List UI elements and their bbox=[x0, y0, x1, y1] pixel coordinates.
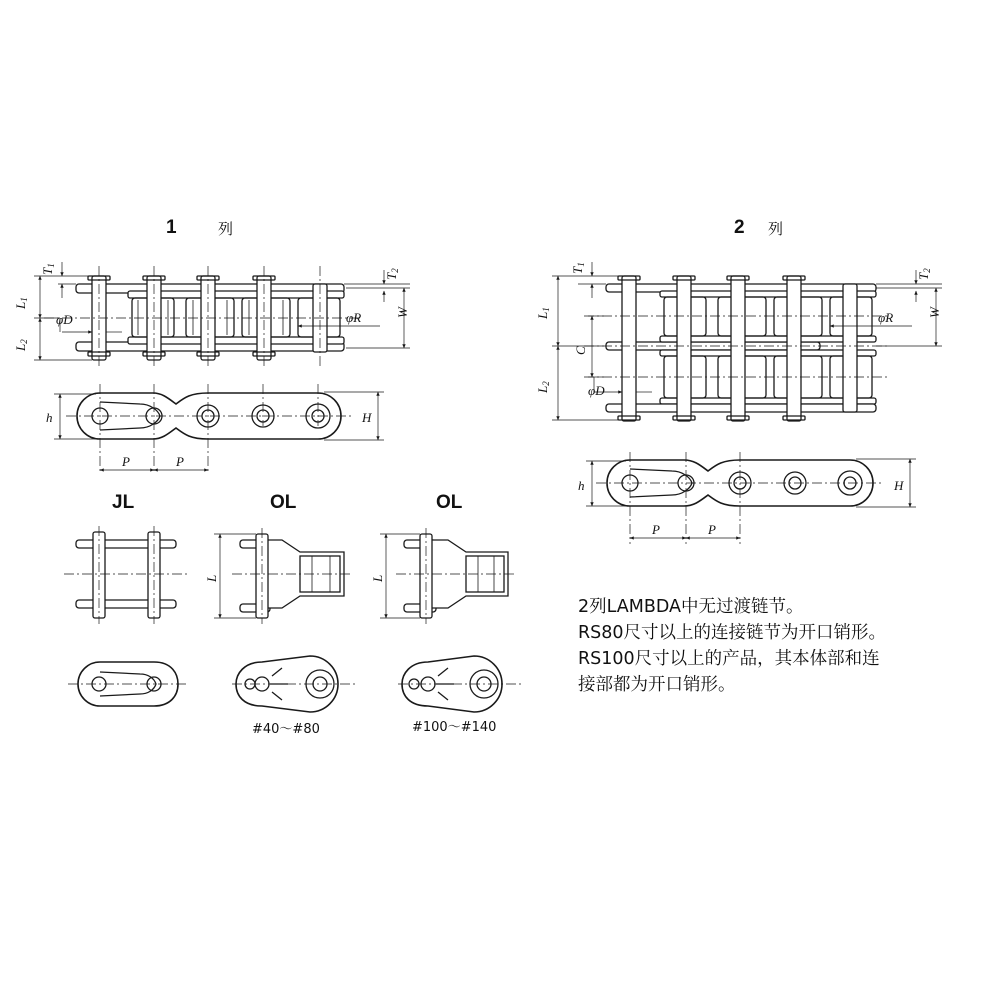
T1-label: T1 bbox=[570, 262, 586, 274]
L2-label: L2 bbox=[13, 339, 29, 351]
phiR-label: φR bbox=[878, 310, 894, 325]
L1-label: L1 bbox=[535, 307, 551, 319]
H-label: H bbox=[894, 478, 904, 493]
phiD-label: φD bbox=[56, 312, 73, 327]
L2-label: L2 bbox=[535, 381, 551, 393]
jl-link-title: JL bbox=[112, 492, 135, 513]
note-line: RS80尺寸以上的连接链节为开口销形。 bbox=[578, 623, 887, 643]
phiR-label: φR bbox=[346, 310, 362, 325]
double-strand-number: 2 bbox=[734, 217, 745, 238]
P-label: P bbox=[708, 522, 716, 537]
single-strand-label: 列 bbox=[218, 220, 234, 238]
double-strand-label: 列 bbox=[768, 220, 784, 238]
T2-label: T2 bbox=[916, 268, 932, 280]
T1-label: T1 bbox=[40, 263, 56, 275]
double-strand-section bbox=[535, 217, 942, 544]
L-label: L bbox=[370, 574, 385, 582]
note-line: 接部都为开口销形。 bbox=[578, 675, 736, 695]
W-label: W bbox=[927, 307, 942, 318]
phiD-label: φD bbox=[588, 383, 605, 398]
single-strand-top-view bbox=[44, 266, 360, 366]
ol-link-small-title: OL bbox=[270, 492, 297, 513]
ol-link-large-title: OL bbox=[436, 492, 463, 513]
L-label: L bbox=[204, 574, 219, 582]
single-strand-number: 1 bbox=[166, 217, 177, 238]
P-label: P bbox=[652, 522, 660, 537]
double-strand-top-view bbox=[584, 276, 890, 421]
T2-label: T2 bbox=[384, 268, 400, 280]
ol-link-large-range: #100～#140 bbox=[412, 720, 497, 735]
note-line: RS100尺寸以上的产品，其本体部和连 bbox=[578, 649, 880, 669]
h-label: h bbox=[578, 478, 585, 493]
double-strand-side-view bbox=[578, 452, 916, 544]
notes-block bbox=[578, 594, 998, 698]
H-label: H bbox=[362, 410, 372, 425]
L1-label: L1 bbox=[13, 297, 29, 309]
single-strand-side-view bbox=[46, 384, 384, 474]
ol-link-large bbox=[370, 492, 522, 735]
h-label: h bbox=[46, 410, 53, 425]
ol-link-small-range: #40～#80 bbox=[252, 722, 320, 737]
P-label: P bbox=[176, 454, 184, 469]
W-label: W bbox=[395, 307, 410, 318]
single-strand-section bbox=[13, 217, 410, 474]
ol-link-small bbox=[204, 492, 358, 737]
note-line: 2列LAMBDA中无过渡链节。 bbox=[578, 597, 804, 617]
P-label: P bbox=[122, 454, 130, 469]
jl-link bbox=[64, 492, 190, 706]
C-label: C bbox=[573, 346, 588, 355]
